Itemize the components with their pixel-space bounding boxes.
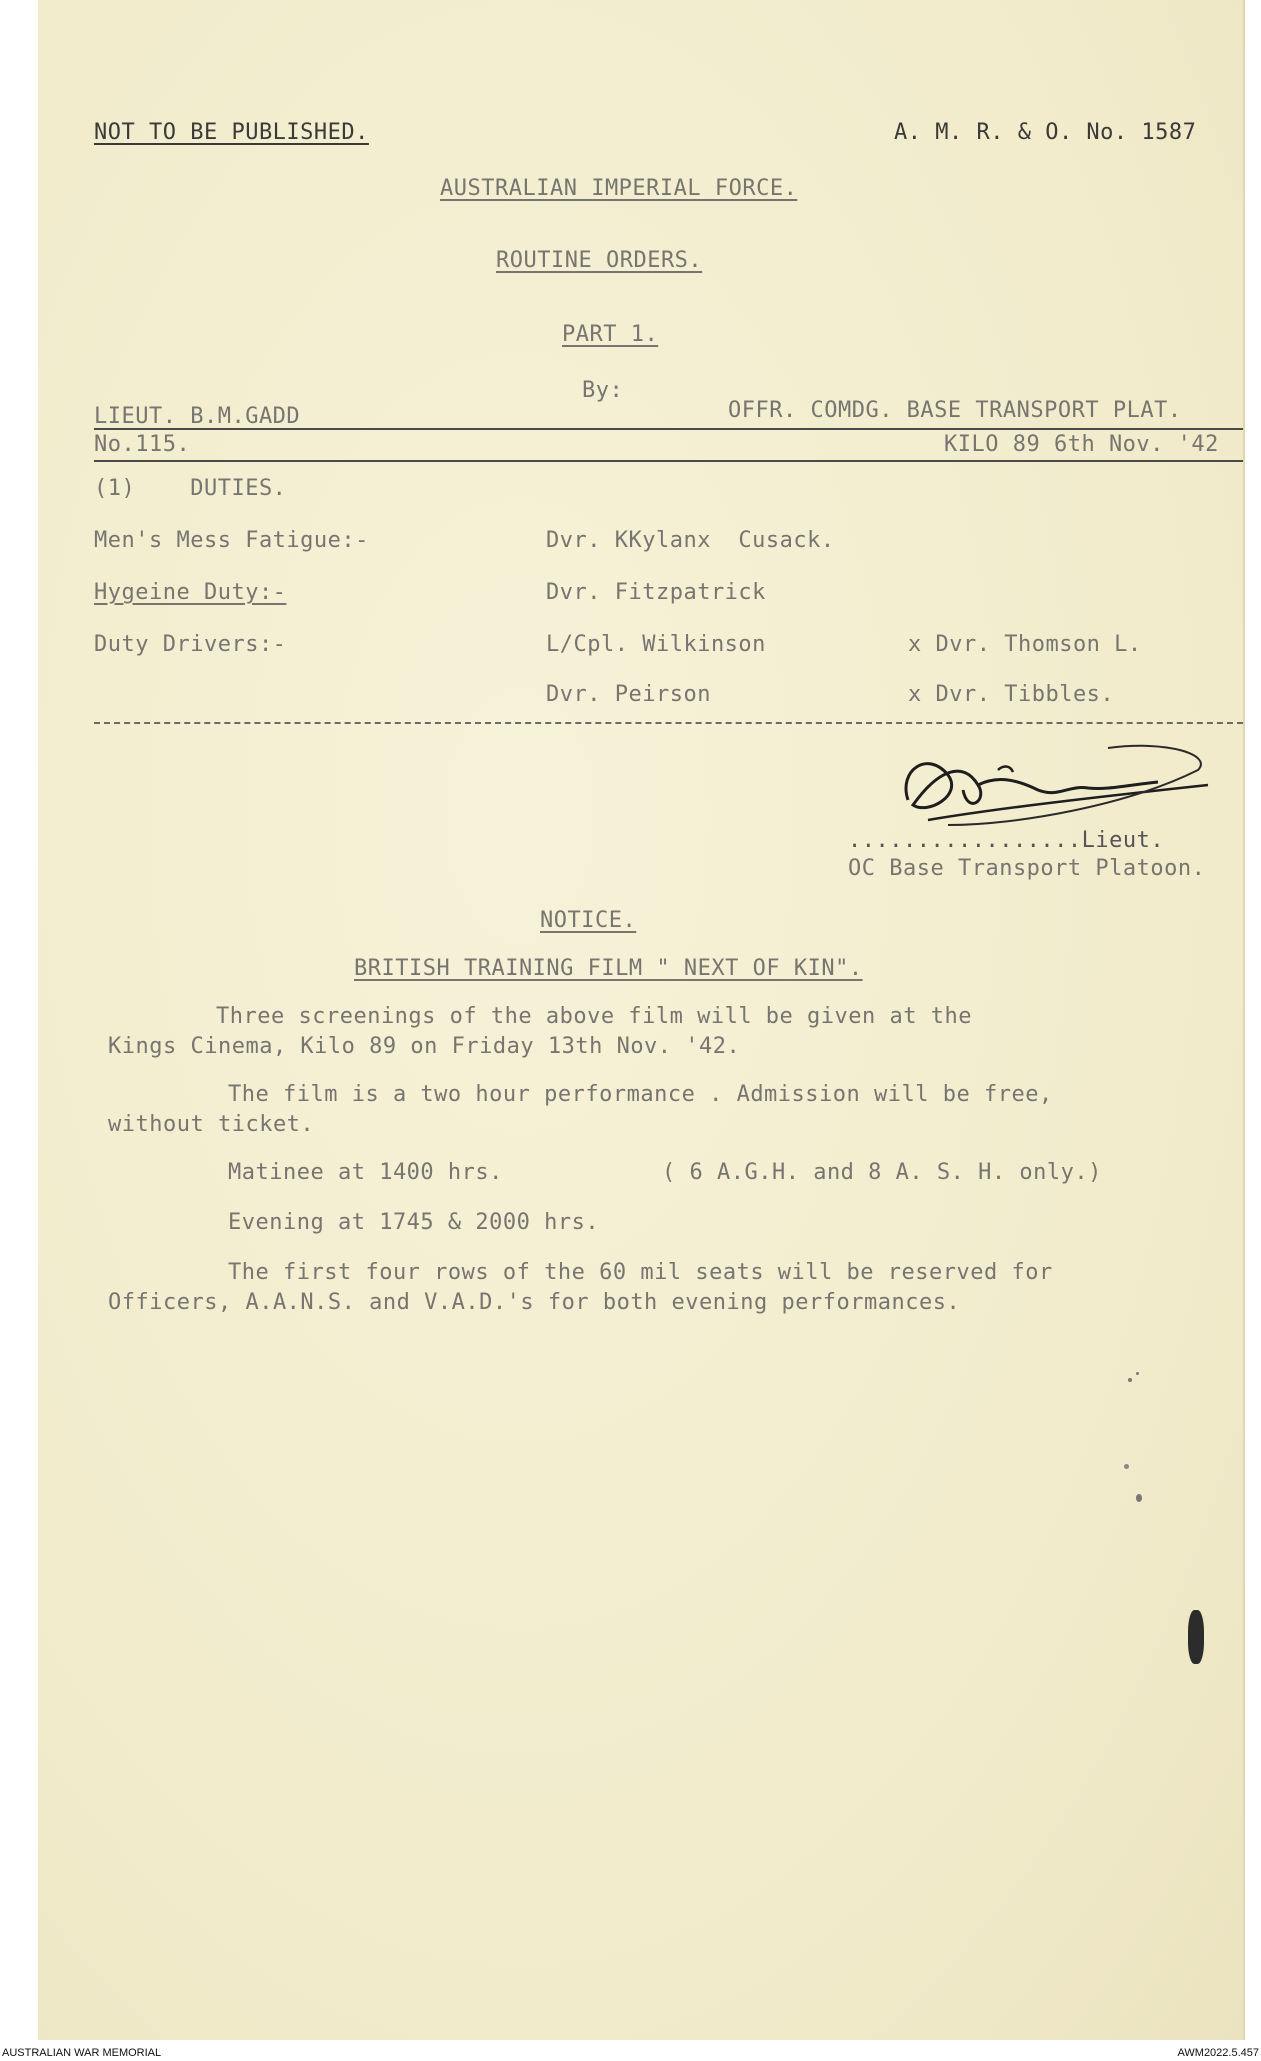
duties-section-heading: (1) DUTIES.	[94, 476, 287, 501]
signatory-role: OC Base Transport Platoon.	[848, 856, 1206, 881]
document-title: AUSTRALIAN IMPERIAL FORCE.	[440, 176, 798, 201]
header-rule-1	[94, 428, 1243, 430]
part-heading: PART 1.	[562, 322, 659, 347]
duty-assignee: x Dvr. Thomson L.	[908, 632, 1142, 657]
order-number: No.115.	[94, 432, 191, 457]
notice-paragraph-line: The film is a two hour performance . Admission will be free,	[228, 1082, 1053, 1107]
duty-assignee: L/Cpl. Wilkinson	[546, 632, 766, 657]
header-order-number: A. M. R. & O. No. 1587	[894, 120, 1197, 145]
duty-label: Hygeine Duty:-	[94, 580, 287, 605]
notice-paragraph-line: Three screenings of the above film will be given at the	[216, 1004, 972, 1029]
header-restriction: NOT TO BE PUBLISHED.	[94, 120, 369, 145]
duty-assignee: Dvr. Fitzpatrick	[546, 580, 766, 605]
ink-speck	[1128, 1378, 1132, 1382]
ink-speck	[1124, 1464, 1129, 1469]
by-label: By:	[582, 378, 624, 403]
matinee-time: Matinee at 1400 hrs.	[228, 1160, 503, 1185]
duty-assignee: Dvr. Peirson	[546, 682, 711, 707]
evening-times: Evening at 1745 & 2000 hrs.	[228, 1210, 600, 1235]
footer-accession-number: AWM2022.5.457	[1177, 2047, 1259, 2059]
duty-assignee: x Dvr. Tibbles.	[908, 682, 1115, 707]
notice-paragraph-line: without ticket.	[108, 1112, 315, 1137]
notice-paragraph-line: Kings Cinema, Kilo 89 on Friday 13th Nov. '42.	[108, 1034, 741, 1059]
ink-blot	[1188, 1610, 1204, 1664]
header-rule-2	[94, 460, 1243, 462]
document-subtitle: ROUTINE ORDERS.	[496, 248, 703, 273]
notice-paragraph-line: Officers, A.A.N.S. and V.A.D.'s for both evening performances.	[108, 1290, 961, 1315]
matinee-note: ( 6 A.G.H. and 8 A. S. H. only.)	[662, 1160, 1102, 1185]
duty-label: Duty Drivers:-	[94, 632, 287, 657]
duties-end-rule	[94, 722, 1243, 724]
footer-credit: AUSTRALIAN WAR MEMORIAL	[2, 2047, 162, 2059]
duty-assignee: Dvr. KKylanx Cusack.	[546, 528, 835, 553]
ink-speck	[1136, 1372, 1139, 1375]
notice-paragraph-line: The first four rows of the 60 mil seats will be reserved for	[228, 1260, 1053, 1285]
officer-name: LIEUT. B.M.GADD	[94, 404, 301, 429]
document-page	[38, 0, 1245, 2040]
signature-line: .................Lieut.	[848, 828, 1165, 853]
signature-image	[868, 730, 1228, 840]
notice-film-title: BRITISH TRAINING FILM " NEXT OF KIN".	[354, 956, 863, 981]
ink-speck	[1136, 1494, 1142, 1502]
officer-appointment: OFFR. COMDG. BASE TRANSPORT PLAT.	[728, 398, 1182, 423]
location-date: KILO 89 6th Nov. '42	[944, 432, 1219, 457]
notice-heading: NOTICE.	[540, 908, 637, 933]
duty-label: Men's Mess Fatigue:-	[94, 528, 369, 553]
